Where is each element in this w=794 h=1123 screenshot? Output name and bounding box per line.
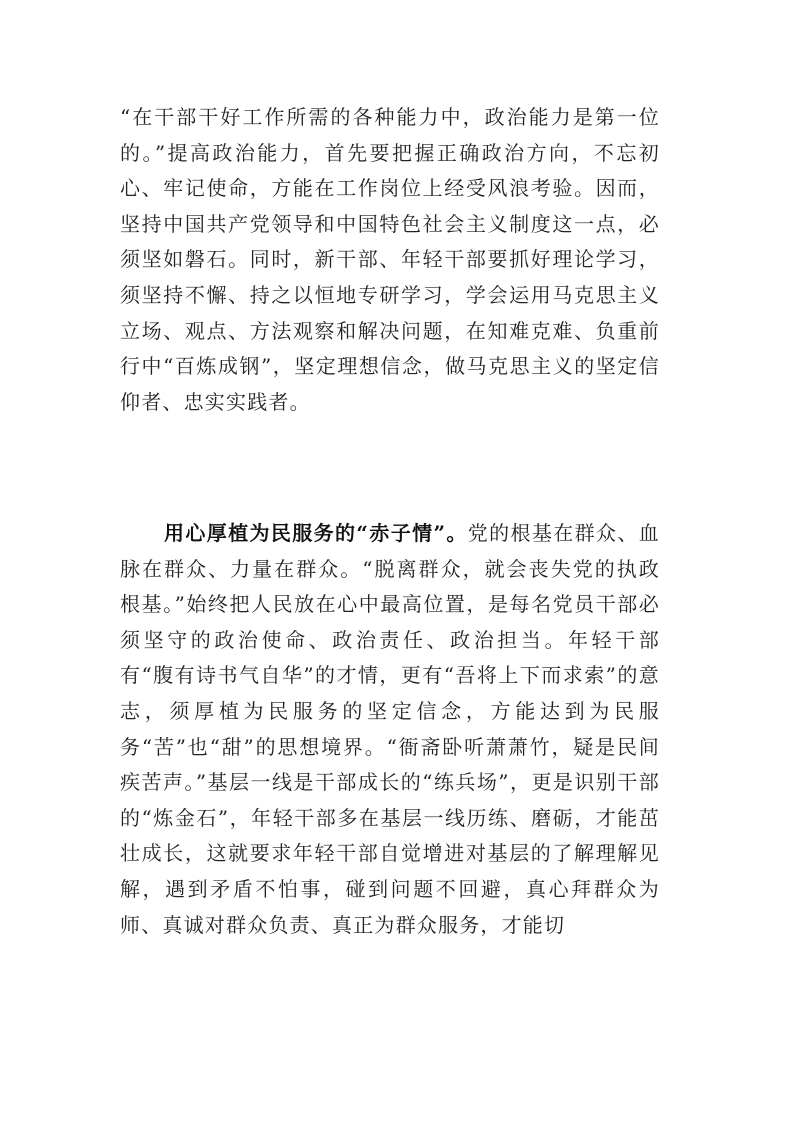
paragraph-2-text: 党的根基在群众、血脉在群众、力量在群众。“脱离群众，就会丧失党的执政根基。”始终把人民放在心中最高位置，是每名党员干部必须坚守的政治使命、政治责任、政治担当。年轻干部有“腹有诗书气自华”的才情，更有“吾将上下而求索”的意志，须厚植为民服务的坚定信念，方能达到为民服务“苦”也“甜”的思想境界。“衙斋卧听萧萧竹，疑是民间疾苦声。”基层一线是干部成长的“练兵场”，更是识别干部的“炼金石”，年轻干部多在基层一线历练、磨砺，才能茁壮成长，这就要求年轻干部自觉增进对基层的了解理解见解，遇到矛盾不怕事，碰到问题不回避，真心拜群众为师、真诚对群众负责、真正为群众服务，才能切: [120, 521, 660, 937]
body-paragraph-2: [120, 516, 660, 943]
body-paragraph-1: “在干部干好工作所需的各种能力中，政治能力是第一位的。”提高政治能力，首先要把握正确政治方向，不忘初心、牢记使命，方能在工作岗位上经受风浪考验。因而，坚持中国共产党领导和中国特色社会主义制度这一点，必须坚如磐石。同时，新干部、年轻干部要抓好理论学习，须坚持不懈、持之以恒地专研学习，学会运用马克思主义立场、观点、方法观察和解决问题，在知难克难、负重前行中“百炼成钢”，坚定理想信念，做马克思主义的坚定信仰者、忠实实践者。: [120, 105, 660, 414]
section-heading: 用心厚植为民服务的“赤子情”。: [164, 521, 468, 545]
